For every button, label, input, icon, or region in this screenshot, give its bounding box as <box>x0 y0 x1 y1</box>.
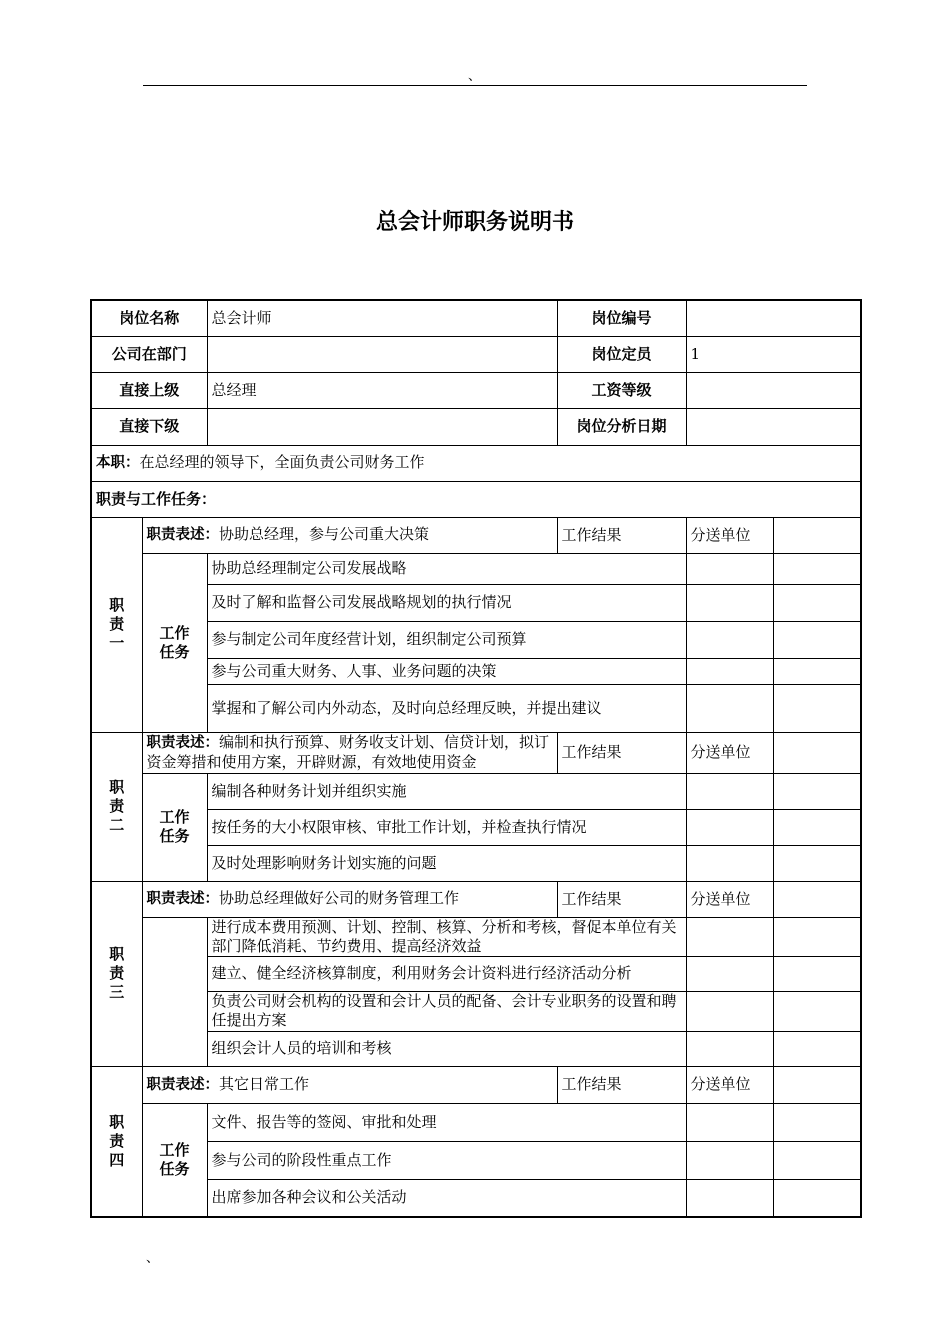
task-row <box>91 1031 861 1066</box>
position-name-value: 总会计师 <box>207 300 557 336</box>
task-recipient <box>773 917 861 956</box>
tasks-header: 职责与工作任务： <box>91 481 861 517</box>
task-row <box>91 809 861 845</box>
spacer-cell <box>773 732 861 773</box>
duty-cell <box>91 445 861 481</box>
spacer-cell <box>773 881 861 917</box>
salary-grade-label: 工资等级 <box>557 372 686 408</box>
spacer-cell <box>773 1066 861 1103</box>
task-recipient <box>773 584 861 621</box>
task-result <box>686 584 773 621</box>
task-result <box>686 917 773 956</box>
task-result <box>686 684 773 732</box>
task-row <box>91 1141 861 1179</box>
task-row <box>91 773 861 809</box>
task-recipient <box>773 1141 861 1179</box>
spacer-cell <box>773 517 861 553</box>
task-text: 参与公司的阶段性重点工作 <box>207 1141 686 1179</box>
task-text: 掌握和了解公司内外动态，及时向总经理反映，并提出建议 <box>207 684 686 732</box>
task-recipient <box>773 553 861 584</box>
subordinate-value <box>207 408 557 445</box>
position-name-label: 岗位名称 <box>91 300 207 336</box>
task-result <box>686 773 773 809</box>
task-row <box>91 553 861 584</box>
task-recipient <box>773 809 861 845</box>
task-text: 按任务的大小权限审核、审批工作计划，并检查执行情况 <box>207 809 686 845</box>
responsibility-desc: 职责表述：编制和执行预算、财务收支计划、信贷计划，拟订资金筹措和使用方案，开辟财源，有效地使用资金 <box>142 732 557 773</box>
responsibility-desc-row <box>91 1066 861 1103</box>
duty-row <box>91 445 861 481</box>
analysis-date-label: 岗位分析日期 <box>557 408 686 445</box>
task-label: 工作 任务 <box>142 1103 207 1217</box>
task-result <box>686 1141 773 1179</box>
recipient-header: 分送单位 <box>686 732 773 773</box>
task-text: 组织会计人员的培训和考核 <box>207 1031 686 1066</box>
task-row <box>91 658 861 684</box>
recipient-header: 分送单位 <box>686 1066 773 1103</box>
responsibility-desc: 职责表述：其它日常工作 <box>142 1066 557 1103</box>
task-row <box>91 584 861 621</box>
position-no-value <box>686 300 861 336</box>
responsibility-name: 职 责 一 <box>91 517 142 732</box>
task-text: 及时处理影响财务计划实施的问题 <box>207 845 686 881</box>
result-header: 工作结果 <box>557 1066 686 1103</box>
subordinate-label: 直接下级 <box>91 408 207 445</box>
recipient-header: 分送单位 <box>686 881 773 917</box>
footer-mark: 、 <box>146 1251 160 1266</box>
header-mark: 、 <box>468 69 482 84</box>
task-recipient <box>773 1103 861 1141</box>
task-text: 及时了解和监督公司发展战略规划的执行情况 <box>207 584 686 621</box>
task-row <box>91 917 861 956</box>
department-value <box>207 336 557 372</box>
task-text: 编制各种财务计划并组织实施 <box>207 773 686 809</box>
salary-grade-value <box>686 372 861 408</box>
task-result <box>686 1103 773 1141</box>
task-recipient <box>773 991 861 1031</box>
duty-text: 在总经理的领导下，全面负责公司财务工作 <box>139 453 425 471</box>
task-row <box>91 1103 861 1141</box>
task-row <box>91 956 861 991</box>
task-recipient <box>773 621 861 658</box>
responsibility-desc-row <box>91 517 861 553</box>
responsibility-name: 职 责 二 <box>91 732 142 881</box>
task-recipient <box>773 1031 861 1066</box>
result-header: 工作结果 <box>557 517 686 553</box>
task-label <box>142 917 207 1066</box>
task-result <box>686 809 773 845</box>
task-recipient <box>773 684 861 732</box>
task-text: 协助总经理制定公司发展战略 <box>207 553 686 584</box>
headcount-label: 岗位定员 <box>557 336 686 372</box>
task-row <box>91 684 861 732</box>
task-result <box>686 553 773 584</box>
task-result <box>686 1031 773 1066</box>
responsibility-name: 职 责 三 <box>91 881 142 1066</box>
superior-value: 总经理 <box>207 372 557 408</box>
task-recipient <box>773 773 861 809</box>
task-label: 工作 任务 <box>142 773 207 881</box>
task-result <box>686 621 773 658</box>
department-label: 公司在部门 <box>91 336 207 372</box>
task-text: 参与公司重大财务、人事、业务问题的决策 <box>207 658 686 684</box>
superior-label: 直接上级 <box>91 372 207 408</box>
task-recipient <box>773 658 861 684</box>
task-result <box>686 1179 773 1217</box>
headcount-value: 1 <box>686 336 861 372</box>
responsibility-name: 职 责 四 <box>91 1066 142 1217</box>
result-header: 工作结果 <box>557 881 686 917</box>
page-title: 总会计师职务说明书 <box>375 210 574 235</box>
task-result <box>686 956 773 991</box>
task-result <box>686 991 773 1031</box>
job-description-table <box>90 299 862 1218</box>
info-row <box>91 336 861 372</box>
result-header: 工作结果 <box>557 732 686 773</box>
responsibility-desc-row <box>91 732 861 773</box>
task-row <box>91 991 861 1031</box>
tasks-header-row <box>91 481 861 517</box>
task-text: 进行成本费用预测、计划、控制、核算、分析和考核，督促本单位有关部门降低消耗、节约费用、提高经济效益 <box>207 917 686 956</box>
task-label: 工作 任务 <box>142 553 207 732</box>
recipient-header: 分送单位 <box>686 517 773 553</box>
info-row <box>91 408 861 445</box>
info-row <box>91 372 861 408</box>
task-text: 出席参加各种会议和公关活动 <box>207 1179 686 1217</box>
responsibility-desc: 职责表述：协助总经理做好公司的财务管理工作 <box>142 881 557 917</box>
duty-label: 本职： <box>96 455 140 471</box>
task-text: 建立、健全经济核算制度，利用财务会计资料进行经济活动分析 <box>207 956 686 991</box>
task-text: 参与制定公司年度经营计划，组织制定公司预算 <box>207 621 686 658</box>
task-row <box>91 621 861 658</box>
task-recipient <box>773 1179 861 1217</box>
responsibility-desc-row <box>91 881 861 917</box>
task-result <box>686 845 773 881</box>
task-recipient <box>773 956 861 991</box>
info-row <box>91 300 861 336</box>
analysis-date-value <box>686 408 861 445</box>
task-recipient <box>773 845 861 881</box>
header-rule <box>143 85 807 86</box>
task-row <box>91 845 861 881</box>
task-text: 负责公司财会机构的设置和会计人员的配备、会计专业职务的设置和聘任提出方案 <box>207 991 686 1031</box>
task-result <box>686 658 773 684</box>
responsibility-desc: 职责表述：协助总经理，参与公司重大决策 <box>142 517 557 553</box>
position-no-label: 岗位编号 <box>557 300 686 336</box>
task-text: 文件、报告等的签阅、审批和处理 <box>207 1103 686 1141</box>
task-row <box>91 1179 861 1217</box>
